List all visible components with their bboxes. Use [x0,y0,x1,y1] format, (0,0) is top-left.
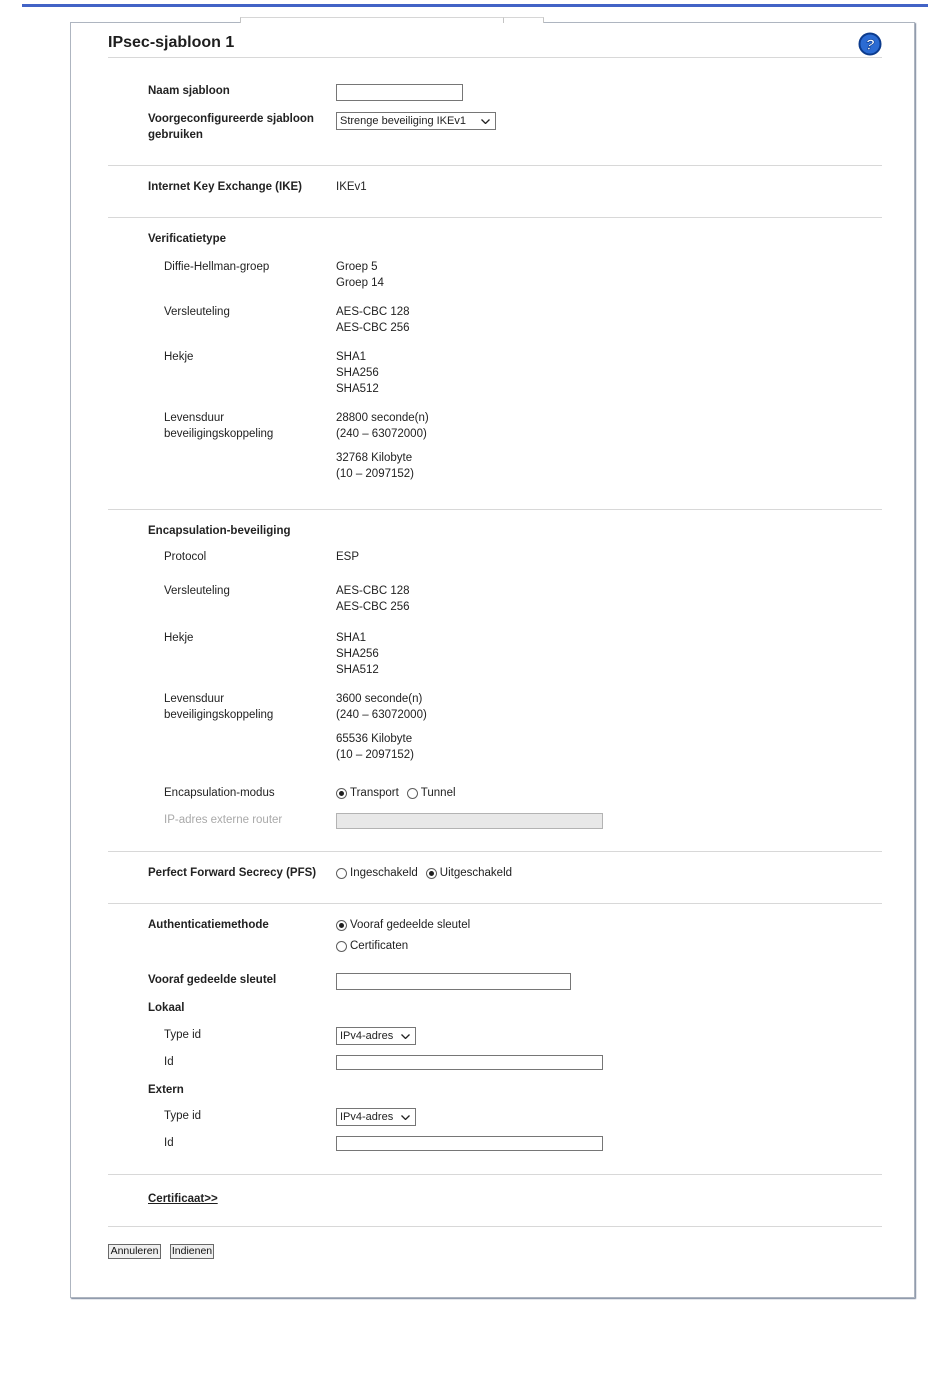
section-divider [108,1174,882,1175]
remote-type-id-selected: IPv4-adres [340,1111,394,1123]
page-title: IPsec-sjabloon 1 [108,34,235,51]
template-name-label: Naam sjabloon [148,85,230,97]
ike-lifetime-seconds-range: (240 – 63072000) [336,428,427,440]
pre-shared-key-label: Vooraf gedeelde sleutel [148,974,277,986]
radio-button-icon[interactable] [336,920,347,931]
ike-lifetime-kilobytes-range: (10 – 2097152) [336,468,415,480]
preconfigured-template-label-line1: Voorgeconfigureerde sjabloon [148,113,314,125]
encapsulation-title: Encapsulation-beveiliging [148,525,291,537]
ike-dh-group-value: Groep 5 [336,261,378,273]
radio-tunnel-label: Tunnel [420,787,456,799]
esp-lifetime-seconds-value: 3600 seconde(n) [336,693,423,705]
ike-lifetime-seconds [336,410,429,442]
esp-hash-value: SHA512 [336,664,379,676]
template-name-input[interactable] [336,84,463,101]
section-divider [108,165,882,166]
ike-lifetime-label [164,410,273,442]
top-accent-bar [22,4,928,7]
settings-panel [70,22,915,1298]
help-button[interactable] [858,32,882,56]
chevron-down-icon-path [402,1035,410,1039]
esp-lifetime-seconds [336,691,427,723]
esp-hash-values [336,630,379,678]
help-icon-glyph: ? [865,36,875,54]
radio-transport-label: Transport [350,787,399,799]
protocol-label: Protocol [164,551,207,563]
esp-encryption-values [336,583,410,615]
ike-encryption-value: AES-CBC 128 [336,306,410,318]
esp-lifetime-seconds-range: (240 – 63072000) [336,709,427,721]
auth-method-option-psk [336,917,470,933]
ike-label: Internet Key Exchange (IKE) [148,181,303,193]
preconfigured-template-selected: Strenge beveiliging IKEv1 [340,115,466,127]
esp-encryption-label: Versleuteling [164,585,230,597]
radio-tunnel[interactable] [407,787,456,799]
chevron-down-icon [401,1034,410,1039]
local-type-id-select[interactable] [336,1027,416,1045]
verification-title: Verificatietype [148,233,226,245]
esp-lifetime-label-line1: Levensduur [164,693,225,705]
ike-lifetime-seconds-value: 28800 seconde(n) [336,412,429,424]
section-divider [108,851,882,852]
esp-lifetime-kilobytes-value: 65536 Kilobyte [336,733,413,745]
radio-pfs-enabled[interactable] [336,867,418,879]
radio-certificates[interactable] [336,940,408,952]
chevron-down-icon-path [402,1116,410,1120]
ike-dh-group-values [336,259,384,291]
section-divider [108,1226,882,1227]
ike-lifetime-kilobytes [336,450,414,482]
radio-button-icon[interactable] [426,868,437,879]
encapsulation-mode-label: Encapsulation-modus [164,787,275,799]
radio-pfs-disabled-label: Uitgeschakeld [439,867,513,879]
ike-lifetime-label-line1: Levensduur [164,412,225,424]
remote-router-label: IP-adres externe router [164,814,283,826]
encapsulation-mode-options [336,785,456,801]
radio-certificates-label: Certificaten [350,940,409,952]
ike-value: IKEv1 [336,181,367,193]
radio-pre-shared-key[interactable] [336,919,470,931]
auth-method-option-certificates [336,938,408,954]
remote-type-id-select[interactable] [336,1108,416,1126]
esp-lifetime-kilobytes-range: (10 – 2097152) [336,749,415,761]
chevron-down-icon-path [482,120,490,124]
esp-lifetime-kilobytes [336,731,414,763]
ike-dh-group-label: Diffie-Hellman-groep [164,261,270,273]
ike-hash-value: SHA1 [336,351,367,363]
auth-method-label: Authenticatiemethode [148,919,269,931]
pfs-options [336,865,512,881]
chevron-down-icon [401,1115,410,1120]
remote-id-input[interactable] [336,1136,603,1151]
ike-encryption-values [336,304,410,336]
preconfigured-template-label-line2: gebruiken [148,129,203,141]
esp-encryption-value: AES-CBC 256 [336,601,410,613]
tab-edge-right [503,17,544,23]
radio-button-icon[interactable] [336,941,347,952]
chevron-down-icon [481,119,490,124]
ike-lifetime-label-line2: beveiligingskoppeling [164,428,274,440]
preconfigured-template-label [148,111,314,143]
esp-lifetime-label-line2: beveiligingskoppeling [164,709,274,721]
ike-lifetime-kilobytes-value: 32768 Kilobyte [336,452,413,464]
esp-hash-value: SHA1 [336,632,367,644]
remote-type-id-label: Type id [164,1110,202,1122]
radio-button-icon[interactable] [407,788,418,799]
radio-pre-shared-key-label: Vooraf gedeelde sleutel [350,919,471,931]
section-divider [108,217,882,218]
radio-pfs-enabled-label: Ingeschakeld [350,867,418,879]
section-divider [108,903,882,904]
tab-edge-left [240,17,504,23]
esp-hash-label: Hekje [164,632,194,644]
ike-hash-value: SHA256 [336,367,379,379]
cancel-button[interactable]: Annuleren [108,1244,161,1259]
local-title: Lokaal [148,1002,185,1014]
remote-router-input[interactable] [336,813,603,829]
submit-button[interactable]: Indienen [171,1245,213,1257]
radio-transport[interactable] [336,787,399,799]
local-id-input[interactable] [336,1055,603,1070]
remote-title: Extern [148,1084,184,1096]
ike-dh-group-value: Groep 14 [336,277,384,289]
esp-hash-value: SHA256 [336,648,379,660]
remote-id-label: Id [164,1137,174,1149]
local-id-label: Id [164,1056,174,1068]
ike-hash-label: Hekje [164,351,194,363]
local-type-id-selected: IPv4-adres [340,1030,394,1042]
ike-hash-value: SHA512 [336,383,379,395]
section-divider [108,509,882,510]
esp-lifetime-label [164,691,273,723]
radio-button-icon[interactable] [336,788,347,799]
preconfigured-template-select[interactable] [336,112,496,130]
pre-shared-key-input[interactable] [336,973,571,990]
esp-encryption-value: AES-CBC 128 [336,585,410,597]
ike-encryption-value: AES-CBC 256 [336,322,410,334]
pfs-label: Perfect Forward Secrecy (PFS) [148,867,317,879]
certificate-link[interactable]: Certificaat>> [148,1193,218,1205]
help-icon [858,32,882,56]
protocol-value: ESP [336,551,360,563]
ike-encryption-label: Versleuteling [164,306,230,318]
radio-pfs-disabled[interactable] [426,867,512,879]
local-type-id-label: Type id [164,1029,202,1041]
radio-button-icon[interactable] [336,868,347,879]
ike-hash-values [336,349,379,397]
title-divider [108,57,882,58]
